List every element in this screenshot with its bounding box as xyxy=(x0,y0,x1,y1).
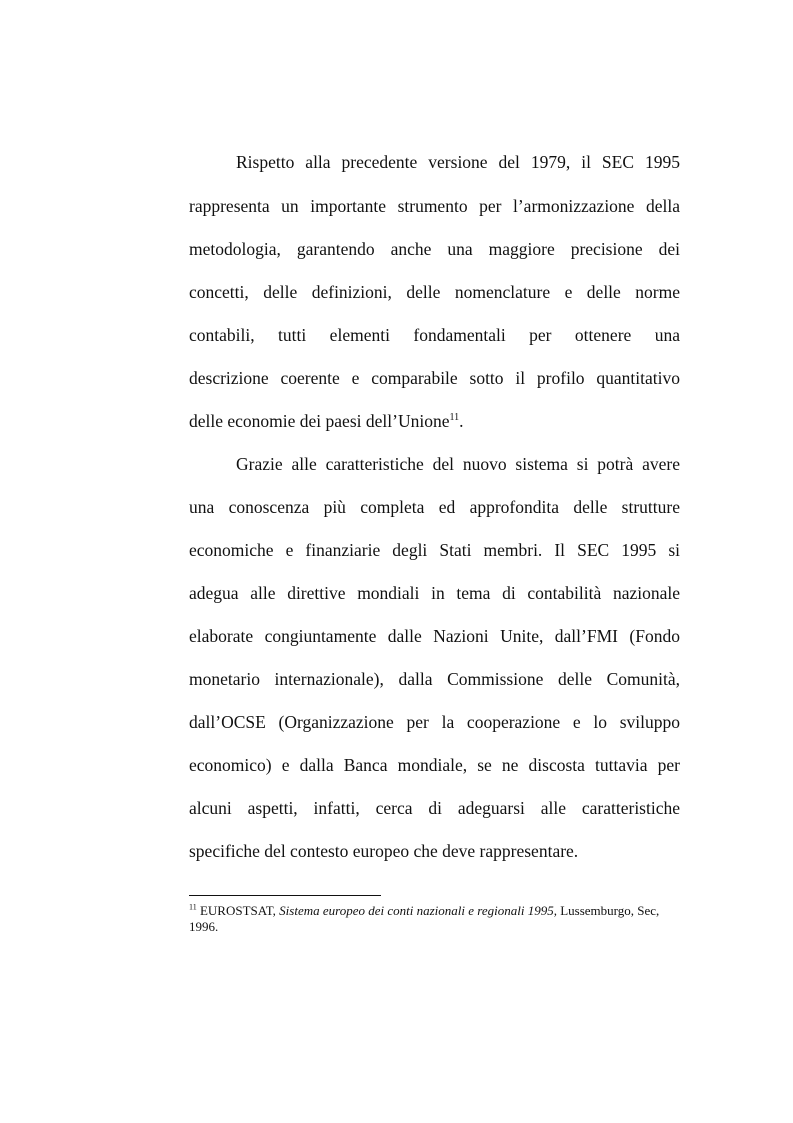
paragraph-2-line-1: Grazie alle caratteristiche del nuovo sistema si potrà avere xyxy=(236,454,680,474)
footnote-separator xyxy=(189,895,381,896)
footnote-line-1 xyxy=(189,903,680,919)
paragraph-1-line-7 xyxy=(189,410,680,432)
paragraph-2-line-5: elaborate congiuntamente dalle Nazioni Unite, dall’FMI (Fondo xyxy=(189,626,680,646)
paragraph-2-line-4: adegua alle direttive mondiali in tema di contabilità nazionale xyxy=(189,583,680,603)
paragraph-1-line-6: descrizione coerente e comparabile sotto il profilo quantitativo xyxy=(189,368,680,388)
paragraph-2-line-10: specifiche del contesto europeo che deve rappresentare. xyxy=(189,841,579,861)
paragraph-2-line-9: alcuni aspetti, infatti, cerca di adeguarsi alle caratteristiche xyxy=(189,798,680,818)
footnote-author: EUROSTSAT, xyxy=(199,903,280,918)
footnote-line-2: 1996. xyxy=(189,919,219,934)
paragraph-2-line-7: dall’OCSE (Organizzazione per la cooperazione e lo sviluppo xyxy=(189,712,680,732)
paragraph-1-end-punct: . xyxy=(459,411,464,431)
paragraph-1-line-3: metodologia, garantendo anche una maggiore precisione dei xyxy=(189,239,680,259)
paragraph-1-line-5: contabili, tutti elementi fondamentali per ottenere una xyxy=(189,325,680,345)
paragraph-1-line-1: Rispetto alla precedente versione del 1979, il SEC 1995 xyxy=(236,152,680,172)
paragraph-2-line-6: monetario internazionale), dalla Commissione delle Comunità, xyxy=(189,669,680,689)
paragraph-2-line-8: economico) e dalla Banca mondiale, se ne discosta tuttavia per xyxy=(189,755,680,775)
footnote-title: Sistema europeo dei conti nazionali e regionali 1995, xyxy=(279,903,557,918)
footnote-number: 11 xyxy=(189,902,197,912)
paragraph-2-line-3: economiche e finanziarie degli Stati membri. Il SEC 1995 si xyxy=(189,540,680,560)
footnote-publisher: Lussemburgo, Sec, xyxy=(556,903,660,918)
paragraph-1-line-2: rappresenta un importante strumento per l’armonizzazione della xyxy=(189,196,680,216)
paragraph-1-line-4: concetti, delle definizioni, delle nomenclature e delle norme xyxy=(189,282,680,302)
footnote-reference: 11 xyxy=(449,412,460,424)
paragraph-2-line-2: una conoscenza più completa ed approfondita delle strutture xyxy=(189,497,680,517)
paragraph-1-line-7-text: delle economie dei paesi dell’Unione xyxy=(189,411,450,431)
